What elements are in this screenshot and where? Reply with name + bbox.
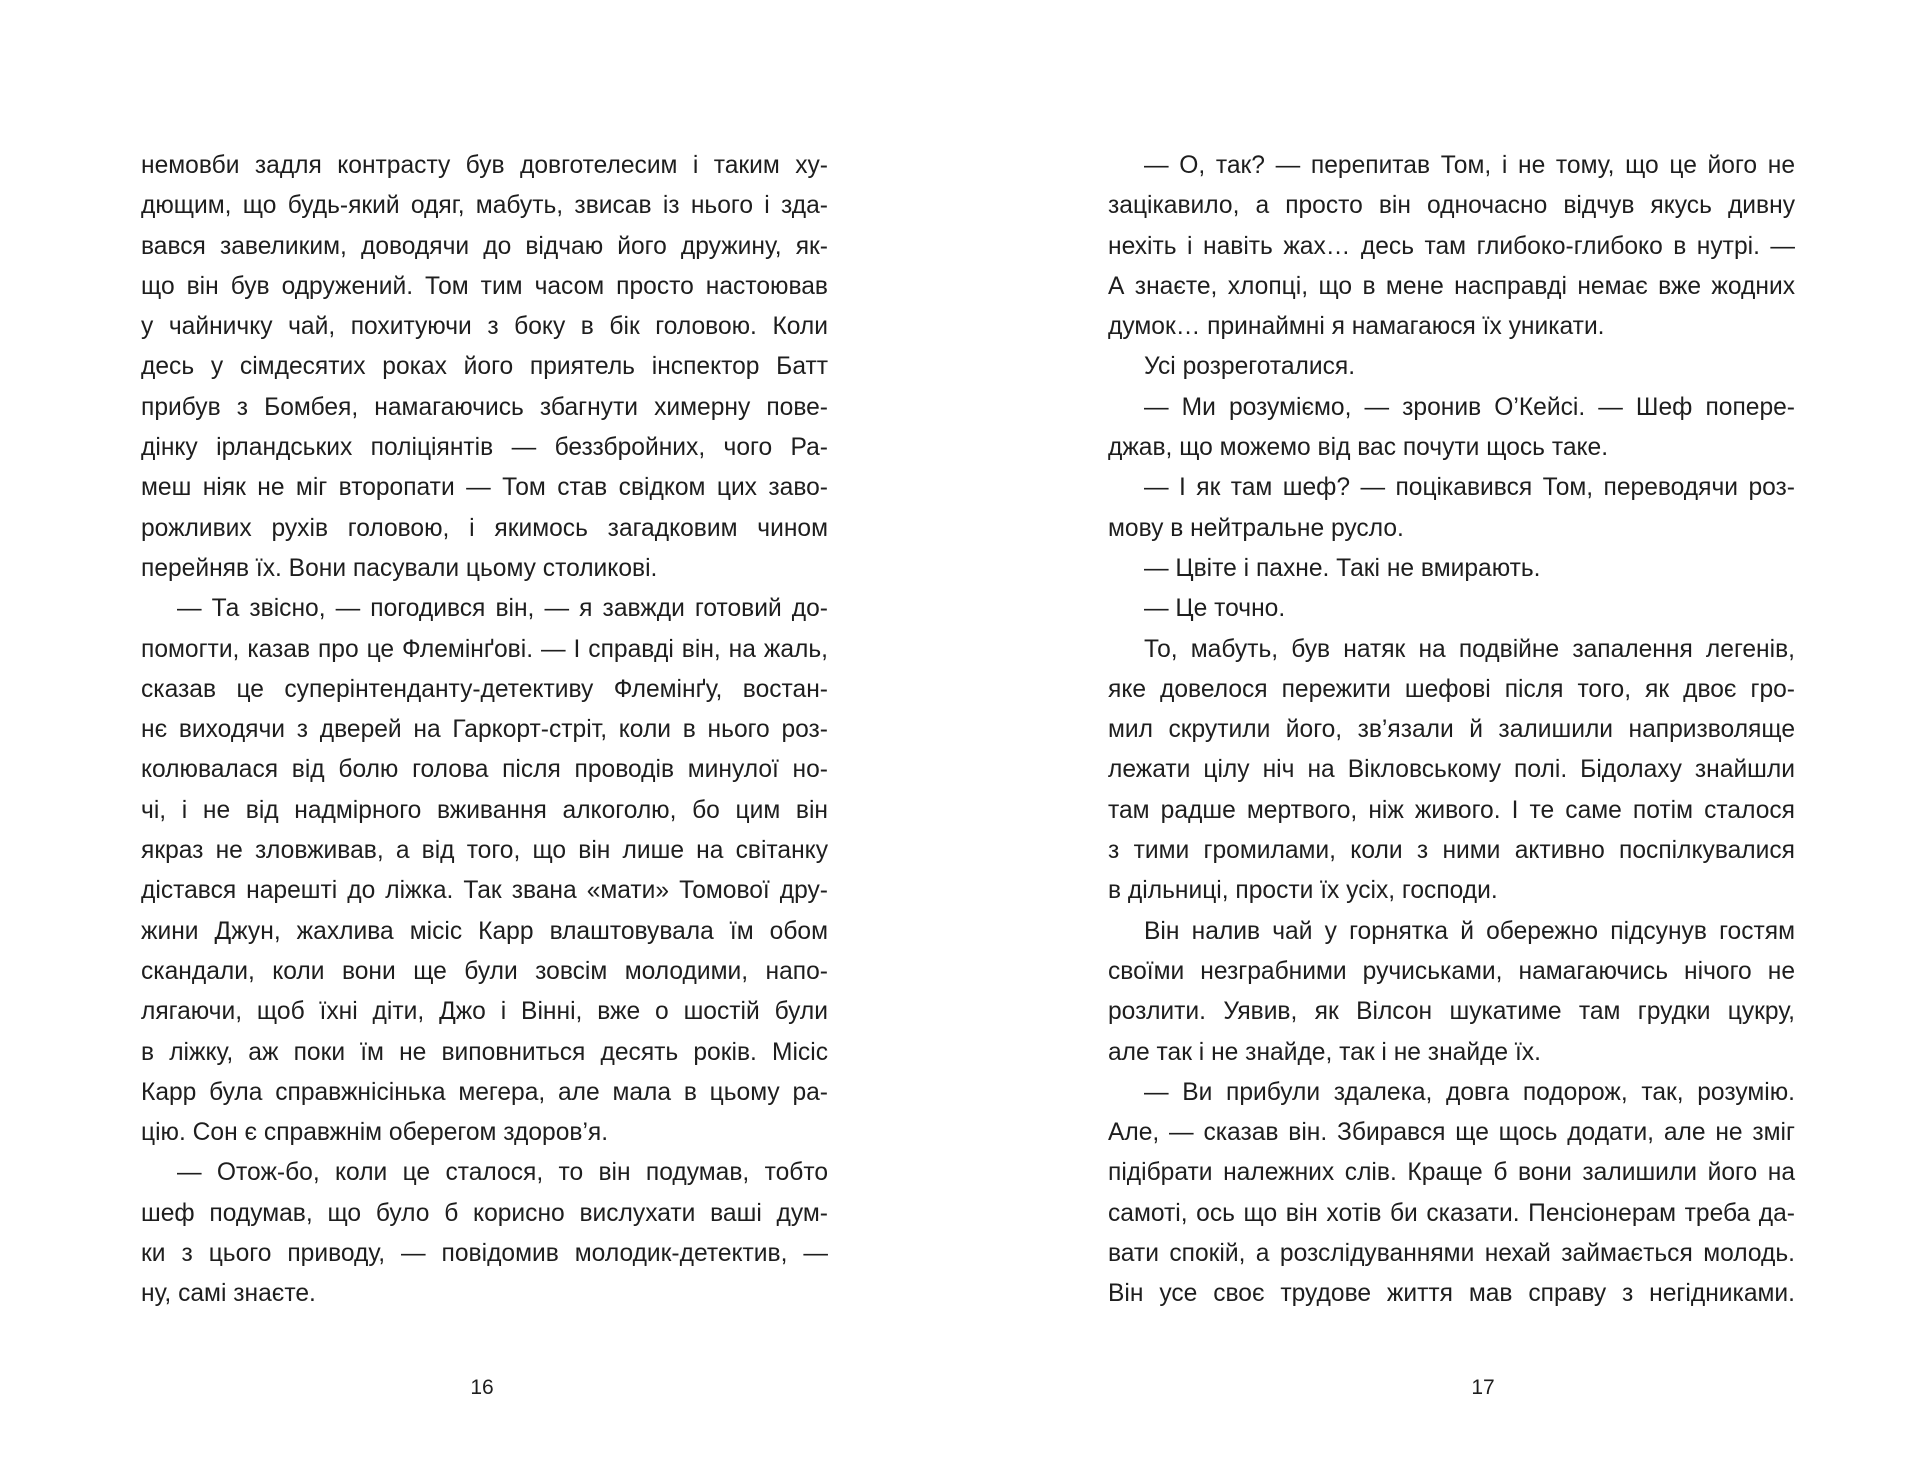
text-line: лягаючи, щоб їхні діти, Джо і Вінні, вже о шостій були	[141, 998, 828, 1026]
text-line: Усі розреготалися.	[1144, 353, 1356, 381]
text-line: — Це точно.	[1144, 595, 1286, 623]
text-line: Він налив чай у горнятка й обережно підсунув гостям	[1144, 917, 1795, 945]
text-line: То, мабуть, був натяк на подвійне запалення легенів,	[1144, 635, 1795, 663]
right-page-text	[1108, 146, 1795, 1315]
text-line: зацікавило, а просто він одночасно відчув якусь дивну	[1108, 192, 1795, 220]
text-line: перейняв їх. Вони пасували цьому столикові.	[141, 554, 658, 582]
text-line: думок… принаймні я намагаюся їх уникати.	[1108, 313, 1605, 341]
text-line: вався завеликим, доводячи до відчаю його дружину, як-	[141, 232, 828, 260]
page-number-right: 17	[1471, 1376, 1495, 1399]
text-line: що він був одружений. Том тим часом просто настоював	[141, 272, 828, 300]
right-page	[960, 0, 1920, 1477]
text-line: нє виходячи з дверей на Гаркорт-стріт, коли в нього роз-	[141, 716, 828, 744]
text-line: шеф подумав, що було б корисно вислухати ваші дум-	[141, 1199, 828, 1227]
text-line: дістався нарешті до ліжка. Так звана «мати» Томової дру-	[141, 877, 828, 905]
text-line: А знаєте, хлопці, що в мене насправді немає вже жодних	[1108, 272, 1795, 300]
text-line: скандали, коли вони ще були зовсім молодими, напо-	[141, 957, 828, 985]
left-page-text	[141, 146, 828, 1315]
text-line: колювалася від болю голова після проводів минулої но-	[141, 756, 828, 784]
text-line: в ліжку, аж поки їм не виповниться десять років. Місіс	[141, 1038, 828, 1066]
text-line: якраз не зловживав, а від того, що він лише на світанку	[141, 837, 828, 865]
text-line: в дільниці, прости їх усіх, господи.	[1108, 877, 1498, 905]
text-line: цію. Сон є справжнім оберегом здоров’я.	[141, 1119, 609, 1147]
text-line: дінку ірландських поліціянтів — беззбройних, чого Ра-	[141, 434, 828, 462]
text-line: Він усе своє трудове життя мав справу з негідниками.	[1108, 1280, 1795, 1308]
text-line: нехіть і навіть жах… десь там глибоко-глибоко в нутрі. —	[1108, 232, 1795, 260]
text-line: вати спокій, а розслідуваннями нехай займається молодь.	[1108, 1240, 1795, 1268]
text-line: лежати цілу ніч на Вікловському полі. Бідолаху знайшли	[1108, 756, 1795, 784]
text-line: — О, так? — перепитав Том, і не тому, що це його не	[1144, 152, 1795, 179]
text-line: своїми незграбними ручиськами, намагаючись нічого не	[1108, 957, 1795, 985]
text-line: яке довелося пережити шефові після того, як двоє гро-	[1108, 675, 1795, 703]
text-line: сказав це суперінтенданту-детективу Флемінґу, востан-	[141, 675, 828, 703]
text-line: меш ніяк не міг второпати — Том став свідком цих заво-	[141, 474, 828, 502]
text-line: Карр була справжнісінька мегера, але мала в цьому ра-	[141, 1078, 828, 1106]
text-line: прибув з Бомбея, намагаючись збагнути химерну пове-	[141, 393, 828, 421]
text-line: — Цвіте і пахне. Такі не вмирають.	[1144, 554, 1541, 582]
text-line: дющим, що будь-який одяг, мабуть, звисав із нього і зда-	[141, 192, 828, 220]
text-line: десь у сімдесятих роках його приятель інспектор Батт	[141, 353, 828, 381]
text-line: джав, що можемо від вас почути щось таке.	[1108, 434, 1609, 462]
text-line: рожливих рухів головою, і якимось загадковим чином	[141, 514, 828, 542]
text-line: ну, самі знаєте.	[141, 1280, 316, 1308]
text-line: там радше мертвого, ніж живого. І те саме потім сталося	[1108, 796, 1795, 824]
text-line: мову в нейтральне русло.	[1108, 514, 1404, 542]
text-line: підібрати належних слів. Краще б вони залишили його на	[1108, 1159, 1795, 1187]
text-line: — Отож-бо, коли це сталося, то він подумав, тобто	[177, 1159, 828, 1187]
text-line: — Та звісно, — погодився він, — я завжди готовий до-	[177, 595, 828, 623]
text-line: розлити. Уявив, як Вілсон шукатиме там грудки цукру,	[1108, 998, 1795, 1026]
text-line: — Ми розуміємо, — зронив О’Кейсі. — Шеф попере-	[1144, 393, 1795, 421]
text-line: з тими громилами, коли з ними активно поспілкувалися	[1108, 837, 1795, 865]
text-line: ки з цього приводу, — повідомив молодик-детектив, —	[141, 1240, 828, 1268]
text-line: але так і не знайде, так і не знайде їх.	[1108, 1038, 1541, 1066]
text-line: мил скрутили його, зв’язали й залишили напризволяще	[1108, 716, 1795, 744]
text-line: самоті, ось що він хотів би сказати. Пенсіонерам треба да-	[1108, 1199, 1795, 1227]
text-line: немовби задля контрасту був довготелесим і таким ху-	[141, 152, 828, 179]
text-line: Але, — сказав він. Збирався ще щось додати, але не зміг	[1108, 1119, 1795, 1147]
text-line: — Ви прибули здалека, довга подорож, так, розумію.	[1144, 1078, 1795, 1106]
text-line: чі, і не від надмірного вживання алкоголю, бо цим він	[141, 796, 828, 824]
text-line: жини Джун, жахлива місіс Карр влаштовувала їм обом	[141, 917, 828, 945]
page-number-left: 16	[470, 1376, 494, 1399]
text-line: у чайничку чай, похитуючи з боку в бік головою. Коли	[141, 313, 828, 341]
text-line: — І як там шеф? — поцікавився Том, переводячи роз-	[1144, 474, 1795, 502]
text-line: помогти, казав про це Флемінґові. — І справді він, на жаль,	[141, 635, 828, 663]
